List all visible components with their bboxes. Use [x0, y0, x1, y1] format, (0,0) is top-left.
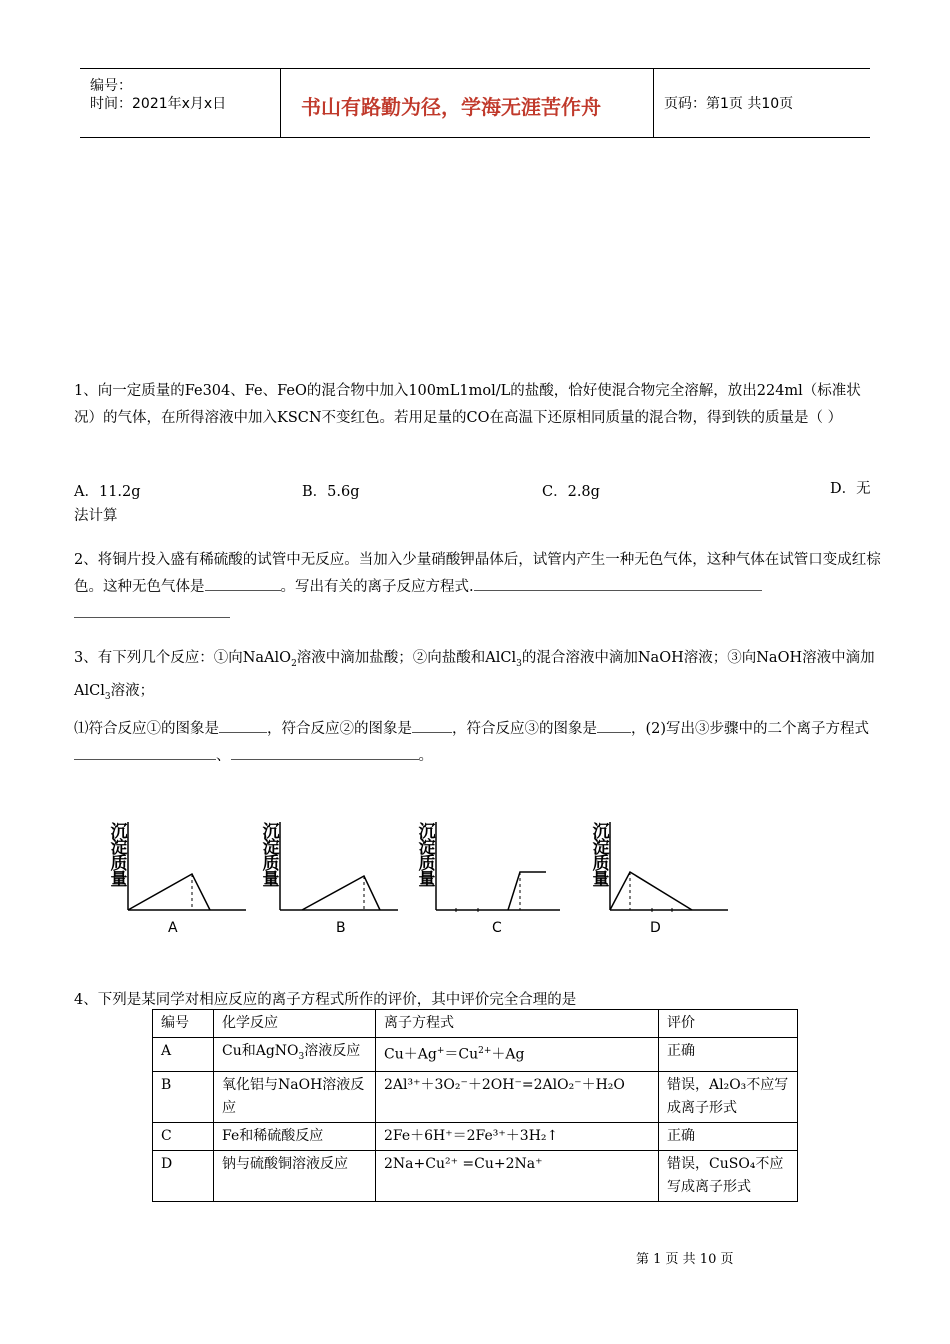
row-a-eq-c: ＋Ag — [491, 1046, 525, 1063]
row-a-eq-b: ＝Cu — [444, 1046, 479, 1063]
q1-option-a: A．11.2g — [74, 484, 141, 500]
row-a-reaction-b: 溶液反应 — [304, 1043, 361, 1059]
header-reaction: 化学反应 — [214, 1010, 376, 1038]
question-3-parts — [74, 716, 882, 770]
graph-b-ylabel: 沉淀质量 — [262, 822, 280, 890]
header-page-cell — [654, 69, 870, 137]
row-b-evaluation: 错误，Al₂O₃不应写成离子形式 — [659, 1071, 798, 1122]
page-header — [80, 68, 870, 138]
header-motto-cell — [281, 69, 654, 137]
row-d-id: D — [153, 1150, 214, 1201]
q3-intro-b: 溶液中滴加盐酸；②向盐酸和AlCl — [296, 650, 517, 666]
row-a-eq-sup1: + — [436, 1046, 445, 1056]
row-c-reaction: Fe和稀硫酸反应 — [214, 1122, 376, 1150]
row-a-id: A — [153, 1038, 214, 1072]
table-row — [153, 1122, 798, 1150]
q2-text-a: 2、将铜片投入盛有稀硫酸的试管中无反应。当加入少量硝酸钾晶体后，试管内产生一种无色气体，这种气体在试管口变成红棕色。这种无色气体是 — [74, 552, 881, 595]
q3-blank-4[interactable] — [74, 745, 216, 761]
q3-part-b: ，符合反应②的图象是 — [267, 721, 412, 737]
row-a-eq-a: Cu＋Ag — [384, 1046, 437, 1063]
graph-d-ylabel: 沉淀质量 — [592, 822, 610, 890]
row-b-reaction: 氧化铝与NaOH溶液反应 — [214, 1071, 376, 1122]
row-a-reaction-sub: 3 — [298, 1051, 305, 1062]
row-c-equation: 2Fe＋6H⁺＝2Fe³⁺＋3H₂↑ — [376, 1122, 659, 1150]
q3-intro-d: 溶液； — [110, 682, 155, 699]
graph-d-plot — [606, 818, 746, 918]
q3-part-e: 、 — [216, 748, 231, 764]
graph-d-label: D — [650, 920, 661, 936]
serial-label: 编号： — [90, 78, 132, 94]
table-row — [153, 1071, 798, 1122]
row-a-reaction — [214, 1038, 376, 1072]
header-equation: 离子方程式 — [376, 1010, 659, 1038]
row-a-reaction-a: Cu和AgNO — [222, 1043, 299, 1059]
page-code: 页码：第1页 共10页 — [664, 96, 794, 112]
graph-a-label: A — [168, 920, 178, 936]
q3-sub-3a: 3 — [516, 658, 522, 669]
q3-intro-a: 3、有下列几个反应：①向NaAlO — [74, 650, 292, 666]
graph-b-plot — [276, 818, 406, 918]
q1-option-d: D．无法计算 — [74, 481, 871, 524]
row-c-id: C — [153, 1122, 214, 1150]
table-row — [153, 1150, 798, 1201]
q3-part-f: 。 — [418, 748, 433, 764]
q3-blank-2[interactable] — [412, 718, 452, 734]
q2-equation-blank-cont[interactable] — [74, 603, 230, 619]
graph-c-label: C — [492, 920, 502, 936]
q3-part-c: ，符合反应③的图象是 — [452, 721, 597, 737]
graph-b-label: B — [336, 920, 346, 936]
row-d-equation: 2Na+Cu²⁺ =Cu+2Na⁺ — [376, 1150, 659, 1201]
q3-part-a: ⑴符合反应①的图象是 — [74, 721, 219, 737]
q3-intro-c: 的混合溶液中滴加NaOH溶液；③向NaOH溶液中滴加AlCl — [74, 650, 875, 699]
row-a-equation — [376, 1038, 659, 1072]
question-4-text: 4、下列是某同学对相应反应的离子方程式所作的评价，其中评价完全合理的是 — [74, 992, 577, 1008]
q3-blank-5[interactable] — [231, 745, 419, 761]
question-2-text — [74, 547, 882, 628]
graph-a-ylabel: 沉淀质量 — [110, 822, 128, 890]
q3-blank-1[interactable] — [219, 718, 267, 734]
header-meta-cell — [80, 69, 281, 137]
graph-c-plot — [432, 818, 572, 918]
table-header-row — [153, 1010, 798, 1038]
evaluation-table — [152, 1009, 798, 1202]
q1-option-c: C．2.8g — [542, 484, 600, 500]
row-a-evaluation: 正确 — [659, 1038, 798, 1072]
question-1-text: 1、向一定质量的Fe304、Fe、FeO的混合物中加入100mL1mol/L的盐酸，恰好使混合物完全溶解，放出224ml（标准状况）的气体，在所得溶液中加入KSCN不变红色。若用足量的CO在高温下还原相同质量的混合物，得到铁的质量是（ ） — [74, 383, 861, 426]
q3-sub-3b: 3 — [104, 691, 111, 702]
motto: 书山有路勤为径，学海无涯苦作舟 — [301, 95, 601, 119]
q1-option-b: B．5.6g — [302, 484, 360, 500]
q3-blank-3[interactable] — [597, 718, 631, 734]
q2-gas-blank[interactable] — [205, 576, 281, 592]
graph-a-plot — [124, 818, 254, 918]
row-d-evaluation: 错误，CuSO₄不应写成离子形式 — [659, 1150, 798, 1201]
q2-text-b: 。写出有关的离子反应方程式. — [280, 579, 474, 595]
q3-part-d: ，(2)写出③步骤中的二个离子方程式 — [631, 721, 870, 737]
time-label: 时间：2021年x月x日 — [90, 96, 227, 112]
row-c-evaluation: 正确 — [659, 1122, 798, 1150]
graph-c-ylabel: 沉淀质量 — [418, 822, 436, 890]
row-b-id: B — [153, 1071, 214, 1122]
row-d-reaction: 钠与硫酸铜溶液反应 — [214, 1150, 376, 1201]
row-b-equation: 2Al³⁺＋3O₂⁻＋2OH⁻=2AlO₂⁻＋H₂O — [376, 1071, 659, 1122]
header-id: 编号 — [153, 1010, 214, 1038]
table-row — [153, 1038, 798, 1072]
header-evaluation: 评价 — [659, 1010, 798, 1038]
page-footer: 第 1 页 共 10 页 — [636, 1252, 734, 1267]
row-a-eq-sup2: 2+ — [478, 1046, 492, 1056]
question-3-intro — [74, 645, 882, 711]
q2-equation-blank[interactable] — [474, 576, 762, 592]
q3-sub-2: 2 — [291, 658, 297, 669]
